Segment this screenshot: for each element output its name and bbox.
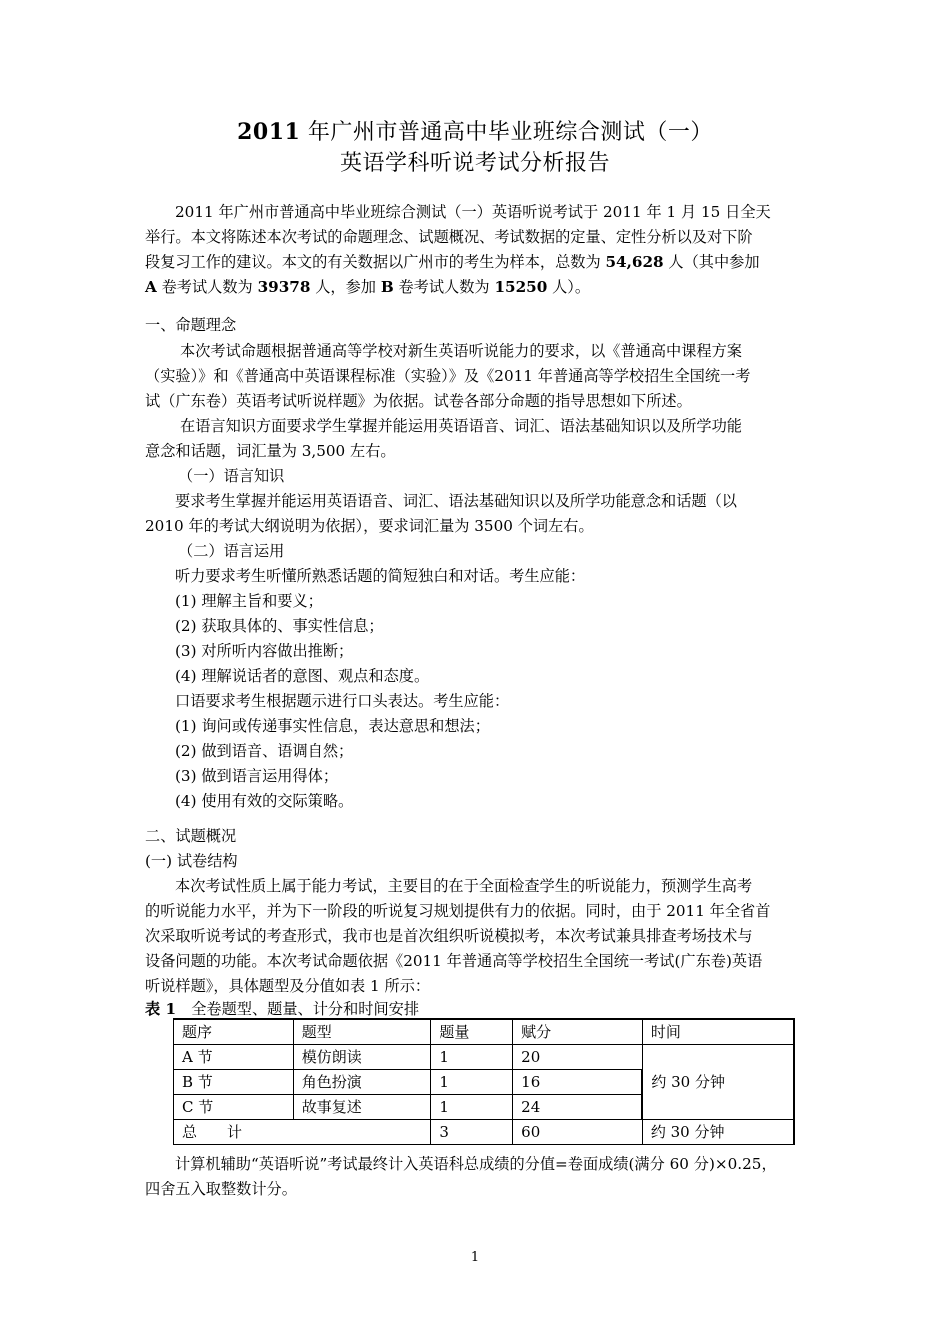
table-cell: 故事复述 [293, 1095, 431, 1120]
section1-p1-line3: 试（广东卷）英语考试听说样题》为依据。试卷各部分命题的指导思想如下所述。 [145, 392, 692, 410]
intro-text: 人，参加 [310, 278, 381, 296]
table-cell: 1 [431, 1045, 513, 1070]
table-cell: 模仿朗读 [293, 1045, 431, 1070]
subheading-paper-structure: (一) 试卷结构 [145, 852, 238, 870]
section2-p-line5: 听说样题》，具体题型及分值如表 1 所示： [145, 977, 431, 995]
table-cell: B 节 [174, 1070, 294, 1095]
language-knowledge-line1: 要求考生掌握并能运用英语语音、词汇、语法基础知识以及所学功能意念和话题（以 [175, 492, 737, 510]
section1-heading: 一、命题理念 [145, 316, 237, 334]
table-cell: 角色扮演 [293, 1070, 431, 1095]
paper-b-label: B [380, 278, 394, 296]
table-cell: 20 [513, 1045, 643, 1070]
section2-heading: 二、试题概况 [145, 827, 237, 845]
table-caption [145, 999, 419, 1019]
listening-item: (1) 理解主旨和要义； [175, 592, 323, 610]
listening-item: (3) 对所听内容做出推断； [175, 642, 354, 660]
section1-p1-line2: （实验）》和《普通高中英语课程标准（实验）》及《2011 年普通高等学校招生全国统一考 [145, 367, 751, 385]
table-header-cell: 题量 [431, 1019, 513, 1045]
speaking-item: (2) 做到语音、语调自然； [175, 742, 354, 760]
intro-text: 卷考试人数为 [156, 278, 258, 296]
table-total-time: 约 30 分钟 [642, 1120, 794, 1145]
speaking-intro: 口语要求考生根据题示进行口头表达。考生应能： [175, 692, 510, 710]
listening-intro: 听力要求考生听懂所熟悉话题的简短独白和对话。考生应能： [175, 567, 586, 585]
intro-text: 段复习工作的建议。本文的有关数据以广州市的考生为样本，总数为 [145, 253, 606, 271]
table-total-score: 60 [513, 1120, 643, 1145]
listening-item: (2) 获取具体的、事实性信息； [175, 617, 384, 635]
document-title-line1 [0, 118, 950, 147]
intro-text: 人（其中参加 [663, 253, 760, 271]
subheading-language-use: （二）语言运用 [178, 542, 285, 560]
table-cell: A 节 [174, 1045, 294, 1070]
score-formula-line2: 四舍五入取整数计分。 [145, 1180, 297, 1198]
table-number: 表 1 [145, 1000, 177, 1018]
speaking-item: (1) 询问或传递事实性信息，表达意思和想法； [175, 717, 490, 735]
document-title-line2: 英语学科听说考试分析报告 [339, 151, 610, 176]
section2-p-line2: 的听说能力水平，并为下一阶段的听说复习规划提供有力的依据。同时，由于 2011 年全省首 [145, 902, 771, 920]
title-year: 2011 [237, 119, 301, 145]
table-header-row [174, 1019, 795, 1045]
table-header-cell: 题序 [174, 1019, 294, 1045]
paper-b-count: 15250 [494, 278, 548, 296]
table-cell: 16 [513, 1070, 643, 1095]
intro-text: 人）。 [547, 278, 591, 296]
table-caption-text: 全卷题型、题量、计分和时间安排 [176, 1000, 420, 1018]
table-total-row [174, 1120, 795, 1145]
intro-total-count: 54,628 [605, 253, 664, 271]
table-header-cell: 时间 [642, 1019, 794, 1045]
section1-p2-line1: 在语言知识方面要求学生掌握并能运用英语语音、词汇、语法基础知识以及所学功能 [180, 417, 742, 435]
section2-p-line3: 次采取听说考试的考查形式，我市也是首次组织听说模拟考，本次考试兼具排查考场技术与 [145, 927, 753, 945]
section1-p2-line2: 意念和话题，词汇量为 3,500 左右。 [145, 442, 396, 460]
table-total-label: 总 计 [174, 1120, 431, 1145]
language-knowledge-line2: 2010 年的考试大纲说明为依据），要求词汇量为 3500 个词左右。 [145, 517, 594, 535]
table-cell: C 节 [174, 1095, 294, 1120]
speaking-item: (3) 做到语言运用得体； [175, 767, 339, 785]
table-row [174, 1045, 795, 1070]
section2-p-line4: 设备问题的功能。本次考试命题依据《2011 年普通高等学校招生全国统一考试(广东卷)英语 [145, 952, 763, 970]
table-cell: 24 [513, 1095, 643, 1120]
table-cell: 1 [431, 1070, 513, 1095]
page-number: 1 [470, 1250, 480, 1265]
title-line1-text: 年广州市普通高中毕业班综合测试（一） [300, 120, 713, 145]
section1-p1-line1: 本次考试命题根据普通高等学校对新生英语听说能力的要求，以《普通高中课程方案 [180, 342, 742, 360]
table-header-cell: 赋分 [513, 1019, 643, 1045]
listening-item: (4) 理解说话者的意图、观点和态度。 [175, 667, 430, 685]
intro-line-4 [145, 277, 590, 297]
paper-a-label: A [145, 278, 157, 296]
table-cell: 1 [431, 1095, 513, 1120]
table-header-cell: 题型 [293, 1019, 431, 1045]
speaking-item: (4) 使用有效的交际策略。 [175, 792, 354, 810]
paper-a-count: 39378 [257, 278, 311, 296]
table-merged-time-cell: 约 30 分钟 [642, 1045, 794, 1120]
intro-line-1: 2011 年广州市普通高中毕业班综合测试（一）英语听说考试于 2011 年 1 月 15 日全天 [175, 203, 771, 221]
score-table [173, 1018, 795, 1145]
intro-line-3 [145, 252, 760, 272]
intro-line-2: 举行。本文将陈述本次考试的命题理念、试题概况、考试数据的定量、定性分析以及对下阶 [145, 228, 753, 246]
table-total-count: 3 [431, 1120, 513, 1145]
score-formula-line1: 计算机辅助“英语听说”考试最终计入英语科总成绩的分值=卷面成绩(满分 60 分)×0.25， [175, 1155, 777, 1173]
subheading-language-knowledge: （一）语言知识 [178, 467, 285, 485]
section2-p-line1: 本次考试性质上属于能力考试，主要目的在于全面检查学生的听说能力，预测学生高考 [175, 877, 753, 895]
intro-text: 卷考试人数为 [393, 278, 495, 296]
